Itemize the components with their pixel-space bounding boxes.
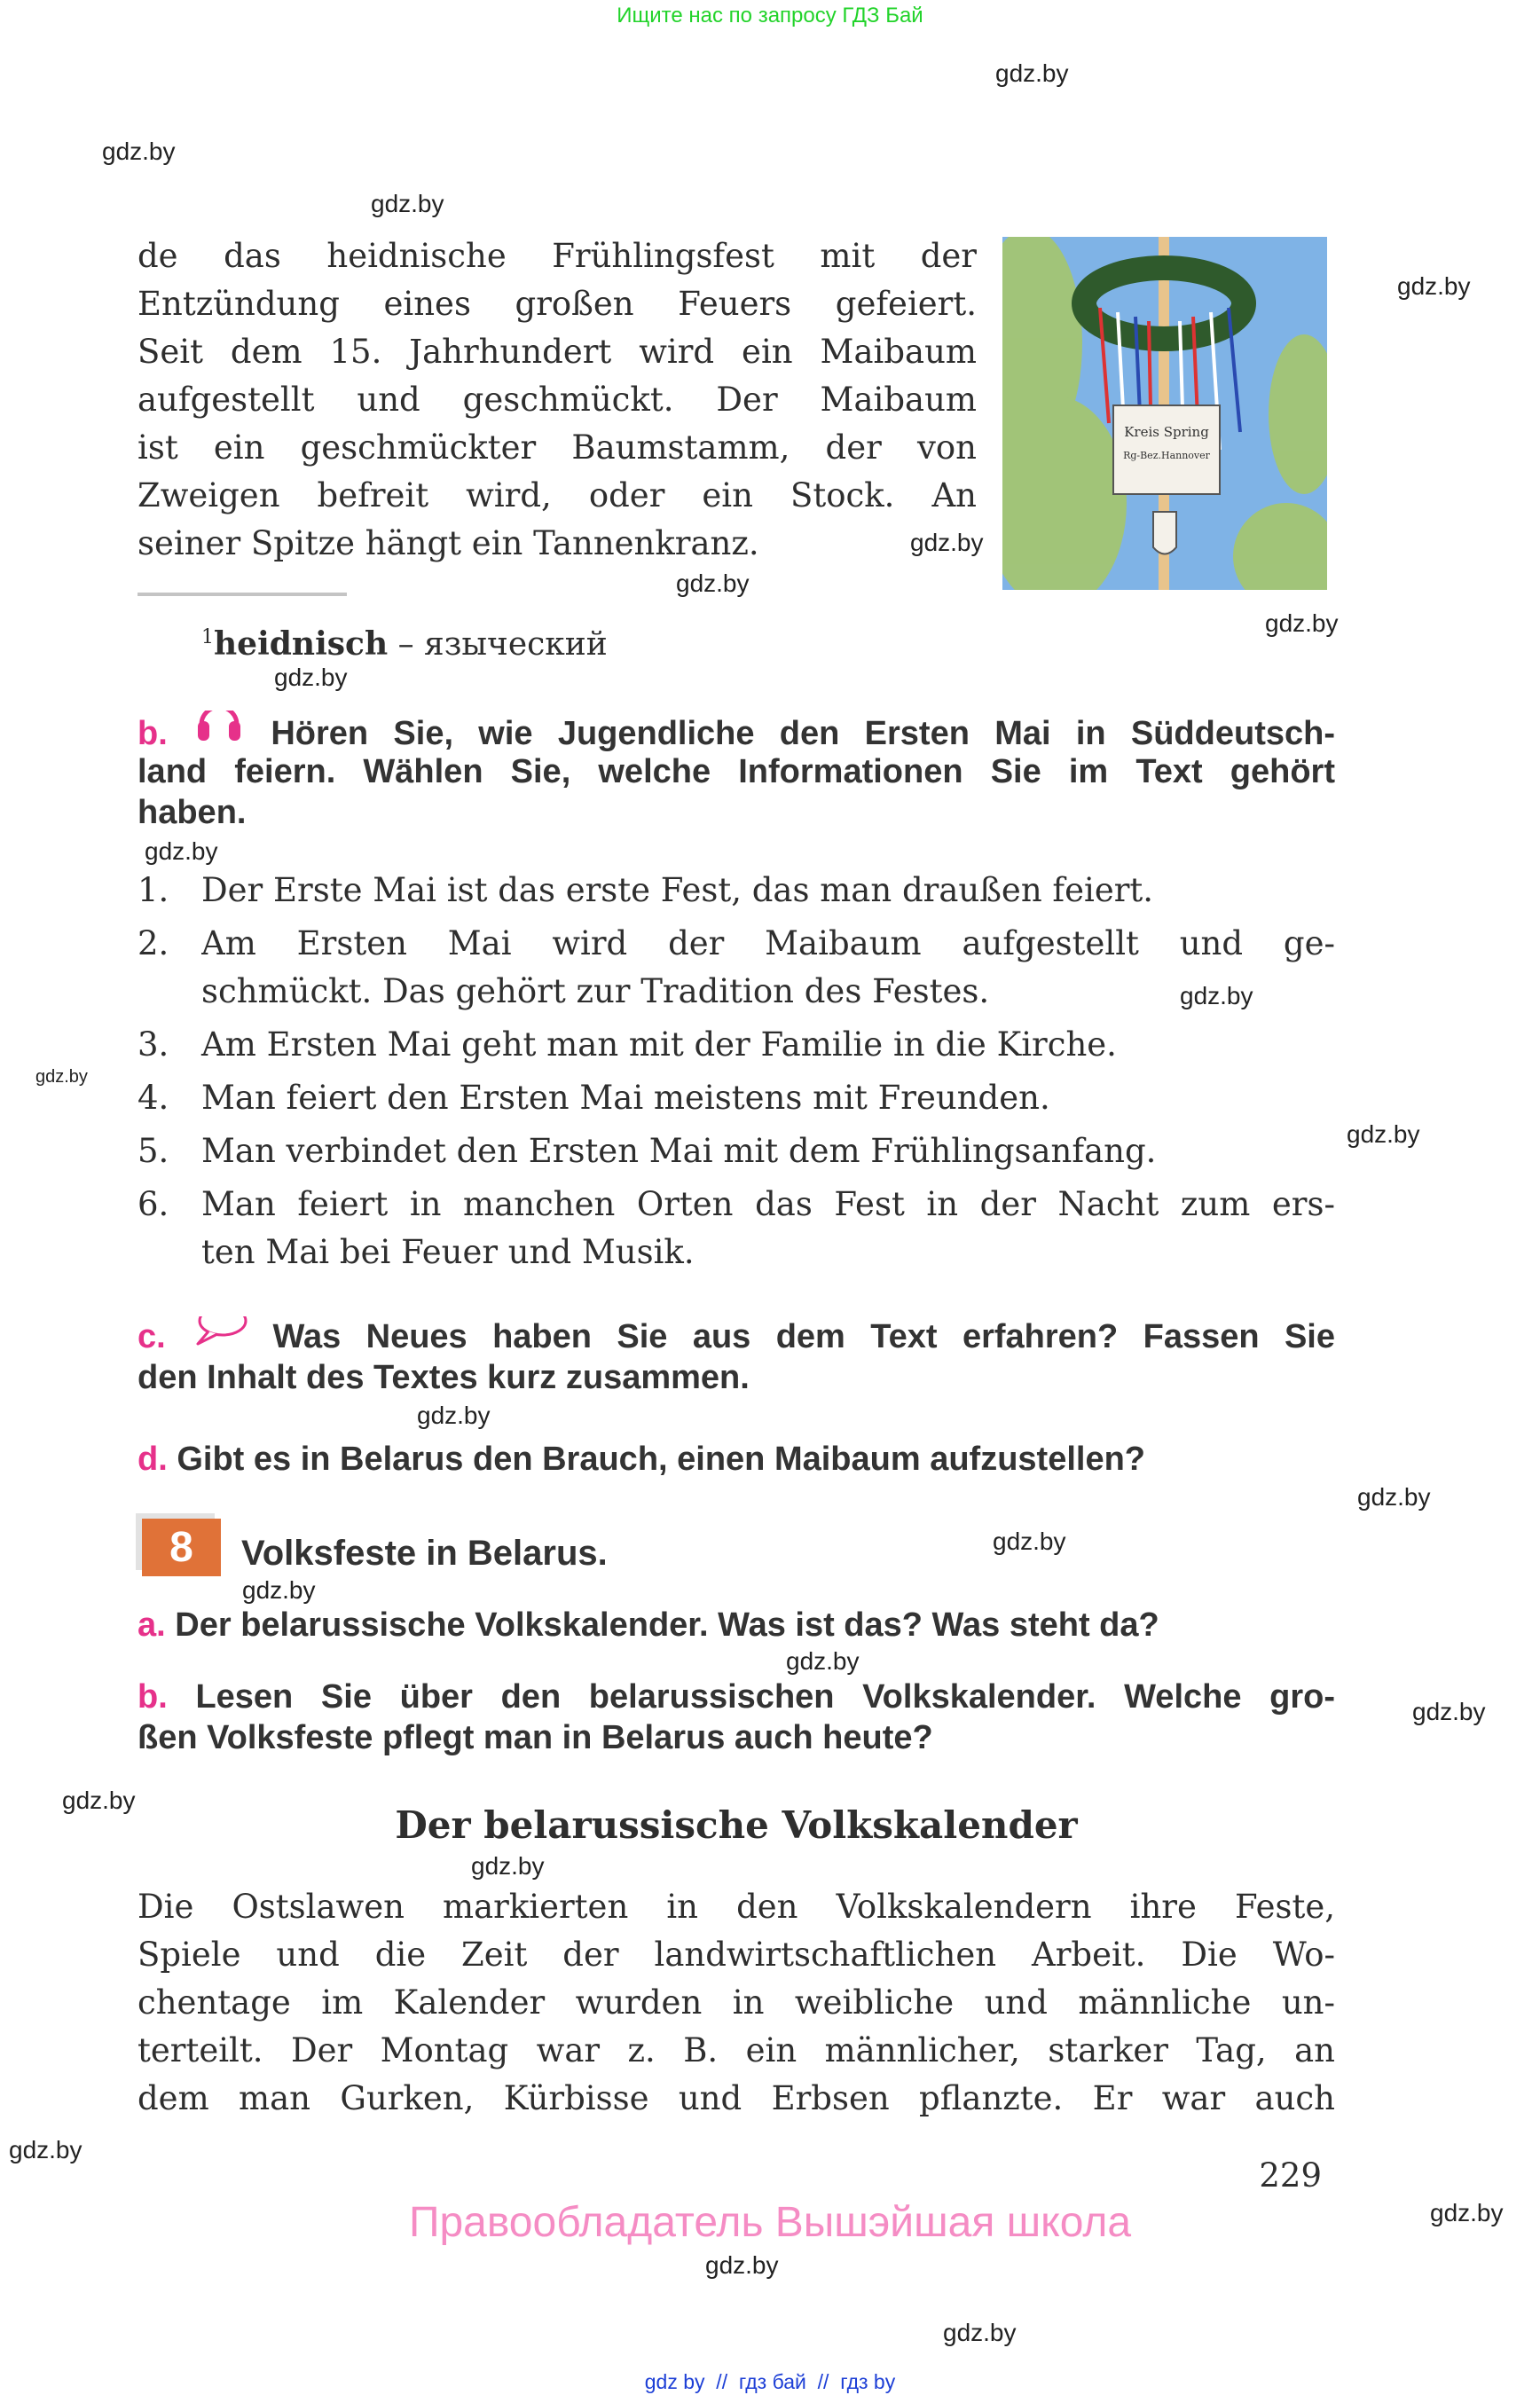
list-item — [138, 920, 1335, 1016]
paragraph-line: Seit dem 15. Jahrhundert wird ein Maibaum — [138, 333, 977, 371]
exercise-task-b-line: ßen Volksfeste pflegt man in Belarus auch heute? — [138, 1719, 933, 1756]
footnote-mark: 1 — [201, 626, 214, 648]
paragraph-line: Zweigen befreit wird, oder ein Stock. An — [138, 476, 977, 514]
exercise-task-b-text: Lesen Sie über den belarussischen Volkskalender. Welche gro- — [195, 1678, 1335, 1716]
speech-bubble-icon — [191, 1320, 248, 1355]
watermark: gdz.by — [786, 1647, 860, 1675]
list-item-text: Am Ersten Mai wird der Maibaum aufgestellt und ge- — [201, 924, 1335, 962]
list-number: 1. — [138, 871, 169, 909]
paragraph-line: terteilt. Der Montag war z. B. ein männlicher, starker Tag, an — [138, 2031, 1335, 2069]
statement-list — [138, 867, 1335, 1276]
watermark: gdz.by — [1412, 1698, 1486, 1725]
footnote-translation: – языческий — [388, 626, 608, 663]
footnote — [201, 614, 608, 662]
list-item — [138, 1181, 1335, 1276]
top-search-hint[interactable]: Ищите нас по запросу ГДЗ Бай — [617, 4, 923, 27]
watermark: gdz.by — [417, 1402, 491, 1429]
watermark: gdz.by — [705, 2251, 779, 2279]
footnote-rule — [138, 593, 347, 596]
watermark: gdz.by — [1397, 272, 1471, 300]
footer-links[interactable]: gdz by // гдз бай // гдз by — [644, 2370, 896, 2393]
watermark: gdz.by — [995, 59, 1069, 87]
watermark: gdz.by — [471, 1852, 545, 1880]
task-d-text: Gibt es in Belarus den Brauch, einen Maibaum aufzustellen? — [177, 1441, 1146, 1478]
watermark: gdz.by — [102, 137, 176, 165]
watermark: gdz.by — [35, 1067, 88, 1087]
task-b-text: Hören Sie, wie Jugendliche den Ersten Mai in Süddeutsch- — [271, 715, 1335, 751]
watermark: gdz.by — [242, 1576, 316, 1604]
list-item-text: schmückt. Das gehört zur Tradition des Festes. — [201, 972, 990, 1010]
maypole-photo — [1002, 237, 1327, 590]
list-item-text: Der Erste Mai ist das erste Fest, das man draußen feiert. — [201, 871, 1154, 909]
list-item — [138, 1127, 1335, 1175]
watermark: gdz.by — [62, 1787, 136, 1814]
exercise-number-badge: 8 — [142, 1519, 221, 1576]
watermark: gdz.by — [145, 837, 218, 865]
exercise-task-a — [138, 1605, 1159, 1645]
paragraph-line: ist ein geschmückter Baumstamm, der von — [138, 428, 977, 467]
list-number: 6. — [138, 1185, 169, 1223]
task-c-line — [138, 1316, 1335, 1357]
copyright-notice: Правообладатель Вышэйшая школа — [408, 2199, 1132, 2246]
sign-line: Rg-Bez.Hannover — [1123, 450, 1210, 461]
exercise-task-b-line — [138, 1677, 1335, 1717]
paragraph-line: dem man Gurken, Kürbisse und Erbsen pflanzte. Er war auch — [138, 2079, 1335, 2117]
task-d — [138, 1439, 1145, 1480]
paragraph-line: Die Ostslawen markierten in den Volkskalendern ihre Feste, — [138, 1888, 1335, 1926]
watermark: gdz.by — [274, 664, 348, 691]
watermark: gdz.by — [1180, 982, 1253, 1009]
list-item — [138, 1021, 1335, 1069]
watermark: gdz.by — [1430, 2199, 1504, 2226]
list-item-text: Man feiert in manchen Orten das Fest in der Nacht zum ers- — [201, 1185, 1335, 1223]
watermark: gdz.by — [910, 529, 984, 556]
paragraph-line: de das heidnische Frühlingsfest mit der — [138, 237, 977, 275]
headphones-icon — [192, 711, 246, 746]
list-number: 5. — [138, 1132, 169, 1170]
paragraph-line: Entzündung eines großen Feuers gefeiert. — [138, 285, 977, 323]
watermark: gdz.by — [1265, 609, 1339, 637]
watermark: gdz.by — [1347, 1120, 1420, 1148]
list-item — [138, 1074, 1335, 1122]
task-c-line: den Inhalt des Textes kurz zusammen. — [138, 1359, 750, 1396]
reading-paragraph — [138, 1883, 1335, 2123]
list-number: 2. — [138, 924, 169, 962]
watermark: gdz.by — [676, 569, 750, 597]
task-c-text: Was Neues haben Sie aus dem Text erfahren? Fassen Sie — [272, 1318, 1335, 1355]
list-item-text: Man feiert den Ersten Mai meistens mit Freunden. — [201, 1079, 1050, 1117]
exercise-task-a-text: Der belarussische Volkskalender. Was ist das? Was steht da? — [175, 1606, 1159, 1644]
task-b-line: haben. — [138, 794, 247, 831]
paragraph-line: aufgestellt und geschmückt. Der Maibaum — [138, 381, 977, 419]
reading-title: Der belarussische Volkskalender — [395, 1803, 1078, 1847]
task-b — [138, 711, 1335, 833]
list-item-text: Man verbindet den Ersten Mai mit dem Frühlingsanfang. — [201, 1132, 1157, 1170]
list-item-text: Am Ersten Mai geht man mit der Familie in die Kirche. — [201, 1025, 1117, 1064]
task-b-line: land feiern. Wählen Sie, welche Informationen Sie im Text gehört — [138, 753, 1335, 790]
exercise-title: Volksfeste in Belarus. — [241, 1534, 608, 1573]
list-number: 4. — [138, 1079, 169, 1117]
exercise-task-b — [138, 1677, 1335, 1758]
paragraph-line: chentage im Kalender wurden in weibliche und männliche un- — [138, 1983, 1335, 2022]
task-c — [138, 1316, 1335, 1398]
page-number: 229 — [1259, 2156, 1322, 2195]
intro-paragraph — [138, 232, 977, 568]
footnote-term: heidnisch — [214, 625, 389, 663]
paragraph-line: seiner Spitze hängt ein Tannenkranz. — [138, 524, 759, 562]
task-letter: a. — [138, 1606, 166, 1644]
watermark: gdz.by — [371, 190, 444, 217]
task-letter: b. — [138, 1678, 168, 1716]
watermark: gdz.by — [1357, 1483, 1431, 1511]
list-number: 3. — [138, 1025, 169, 1064]
list-item-text: ten Mai bei Feuer und Musik. — [201, 1233, 695, 1271]
sign-line: Kreis Spring — [1124, 424, 1209, 440]
paragraph-line: Spiele und die Zeit der landwirtschaftlichen Arbeit. Die Wo- — [138, 1936, 1335, 1974]
task-letter: c. — [138, 1318, 166, 1355]
watermark: gdz.by — [9, 2136, 82, 2163]
list-item — [138, 867, 1335, 915]
watermark: gdz.by — [993, 1527, 1066, 1555]
watermark: gdz.by — [943, 2319, 1017, 2346]
task-b-line — [138, 711, 1335, 751]
task-letter: b. — [138, 715, 168, 751]
task-letter: d. — [138, 1441, 168, 1478]
